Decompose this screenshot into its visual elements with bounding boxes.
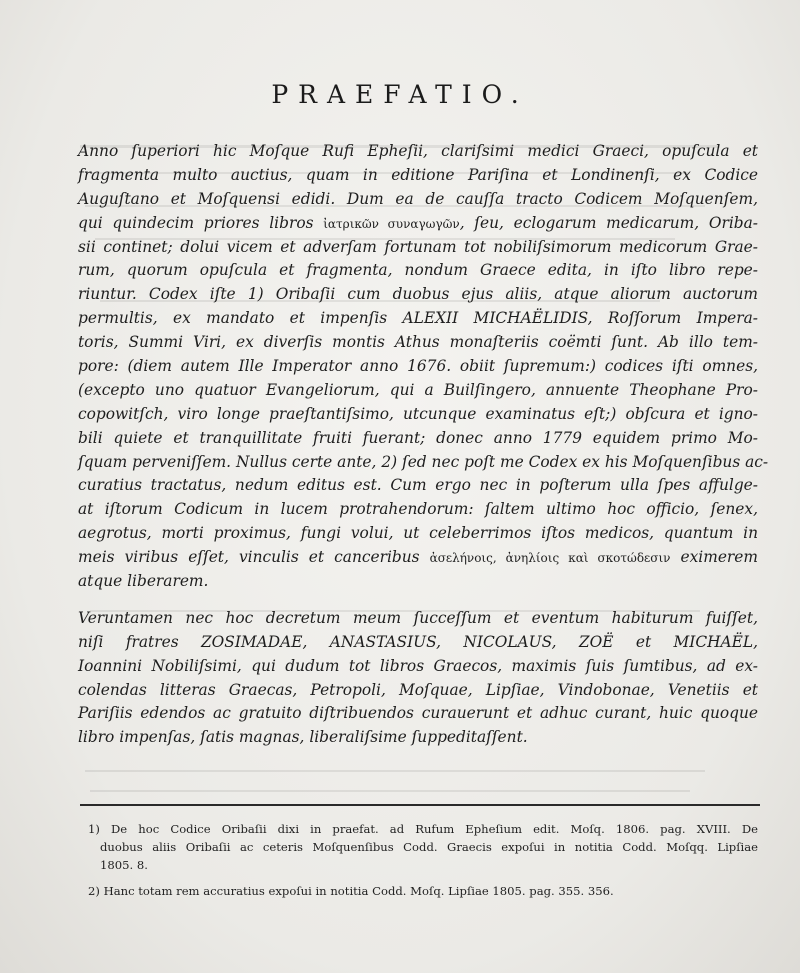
greek-phrase: ἀσελήνοις, ἀνηλίοις καὶ σκοτώδεσιν bbox=[429, 551, 671, 566]
footnote-separator-rule bbox=[80, 804, 760, 806]
text-line: sii continet; dolui vicem et adverſam fortunam tot nobiliſsimorum medicorum Grae- bbox=[78, 237, 758, 256]
text-segment: eximerem bbox=[670, 548, 758, 567]
text-segment: meis viribus eſſet, vinculis et canceribus bbox=[78, 548, 430, 567]
footnote-line: duobus aliis Oribaſii ac ceteris Moſquenſibus Codd. Graecis expoſui in notitia Codd. Moſqq. Lipſiae bbox=[100, 840, 758, 854]
paragraph-gap bbox=[78, 594, 758, 607]
text-line: atque liberarem. bbox=[78, 572, 209, 591]
paragraph bbox=[78, 140, 769, 594]
text-segment: qui quindecim priores libros bbox=[78, 213, 324, 232]
footnote-gap bbox=[78, 874, 758, 882]
preface-body bbox=[78, 140, 769, 750]
text-line: bili quiete et tranquillitate fruiti fuerant; donec anno 1779 equidem primo Mo- bbox=[78, 428, 758, 447]
text-line: niſi fratres ZOSIMADAE, ANASTASIUS, NICOLAUS, ZOË et MICHAËL, bbox=[78, 632, 758, 651]
text-line: colendas litteras Graecas, Petropoli, Moſquae, Lipſiae, Vindobonae, Venetiis et bbox=[78, 680, 758, 699]
page-title: PRAEFATIO. bbox=[271, 80, 529, 109]
text-line: pore: (diem autem Ille Imperator anno 1676. obiit ſupremum:) codices iſti omnes, bbox=[78, 357, 758, 376]
footnote bbox=[78, 882, 758, 900]
footnote-line bbox=[78, 882, 758, 900]
text-line: libro impenſas, ſatis magnas, liberaliſsime ſuppeditaſſent. bbox=[78, 728, 528, 747]
footnote-line bbox=[78, 820, 758, 838]
footnote-text: De hoc Codice Oribaſii dixi in praefat. ad Rufum Epheſium edit. Moſq. 1806. pag. XVIII. De bbox=[111, 822, 759, 836]
text-line: Ioannini Nobiliſsimi, qui dudum tot libros Graecos, maximis ſuis ſumtibus, ad ex- bbox=[78, 656, 758, 675]
text-line: Auguſtano et Moſquensi edidi. Dum ea de cauſſa tracto Codicem Moſquenſem, bbox=[78, 189, 758, 208]
text-line: at iſtorum Codicum in lucem protrahendorum: ſaltem ultimo hoc officio, ſenex, bbox=[78, 500, 758, 519]
paragraph bbox=[78, 607, 758, 750]
text-line: curatius tractatus, nedum editus est. Cum ergo nec in poſterum ulla ſpes affulge- bbox=[78, 476, 758, 495]
text-line: (excepto uno quatuor Evangeliorum, qui a Builſingero, annuente Theophane Pro- bbox=[78, 380, 758, 399]
text-line bbox=[78, 212, 758, 236]
text-line: Pariſiis edendos ac gratuito diſtribuendos curauerunt et adhuc curant, huic quoque bbox=[78, 704, 758, 723]
footnote bbox=[78, 820, 758, 874]
text-line: rum, quorum opuſcula et fragmenta, nondum Graece edita, in iſto libro repe- bbox=[78, 261, 758, 280]
text-line: aegrotus, morti proximus, fungi volui, ut celeberrimos iſtos medicos, quantum in bbox=[78, 524, 758, 543]
text-line: toris, Summi Viri, ex diverſis montis Athus monaſteriis coëmti ſunt. Ab illo tem- bbox=[78, 333, 758, 352]
text-line: Anno ſuperiori hic Moſque Rufi Epheſii, clariſsimi medici Graeci, opuſcula et bbox=[78, 142, 758, 160]
text-line: copowitſch, viro longe praeſtantiſsimo, utcunque examinatus eſt;) obſcura et igno- bbox=[78, 404, 758, 423]
footnotes bbox=[78, 820, 758, 900]
text-line: Veruntamen nec hoc decretum meum ſucceſſum et eventum habiturum fuiſſet, bbox=[78, 608, 758, 627]
greek-phrase: ἰατρικῶν συναγωγῶν bbox=[323, 216, 460, 231]
text-segment: , ſeu, eclogarum medicarum, Oriba- bbox=[459, 213, 758, 232]
text-line: permultis, ex mandato et impenſis ALEXII MICHAËLIDIS, Roſſorum Impera- bbox=[78, 309, 758, 328]
text-line: fragmenta multo auctius, quam in editione Pariſina et Londinenſi, ex Codice bbox=[78, 165, 758, 184]
footnote-marker: 1) bbox=[88, 822, 112, 836]
footnote-line: 1805. 8. bbox=[100, 858, 148, 872]
footnote-text: Hanc totam rem accuratius expoſui in notitia Codd. Moſq. Lipſiae 1805. pag. 355. 356. bbox=[103, 884, 614, 898]
text-line bbox=[78, 546, 758, 570]
footnote-marker: 2) bbox=[88, 884, 104, 898]
text-line: riuntur. Codex iſte 1) Oribaſii cum duobus ejus aliis, atque aliorum auctorum bbox=[78, 285, 758, 304]
text-line: ſquam perveniſſem. Nullus certe ante, 2) ſed nec poſt me Codex ex his Moſquenſibus ac- bbox=[78, 452, 769, 471]
